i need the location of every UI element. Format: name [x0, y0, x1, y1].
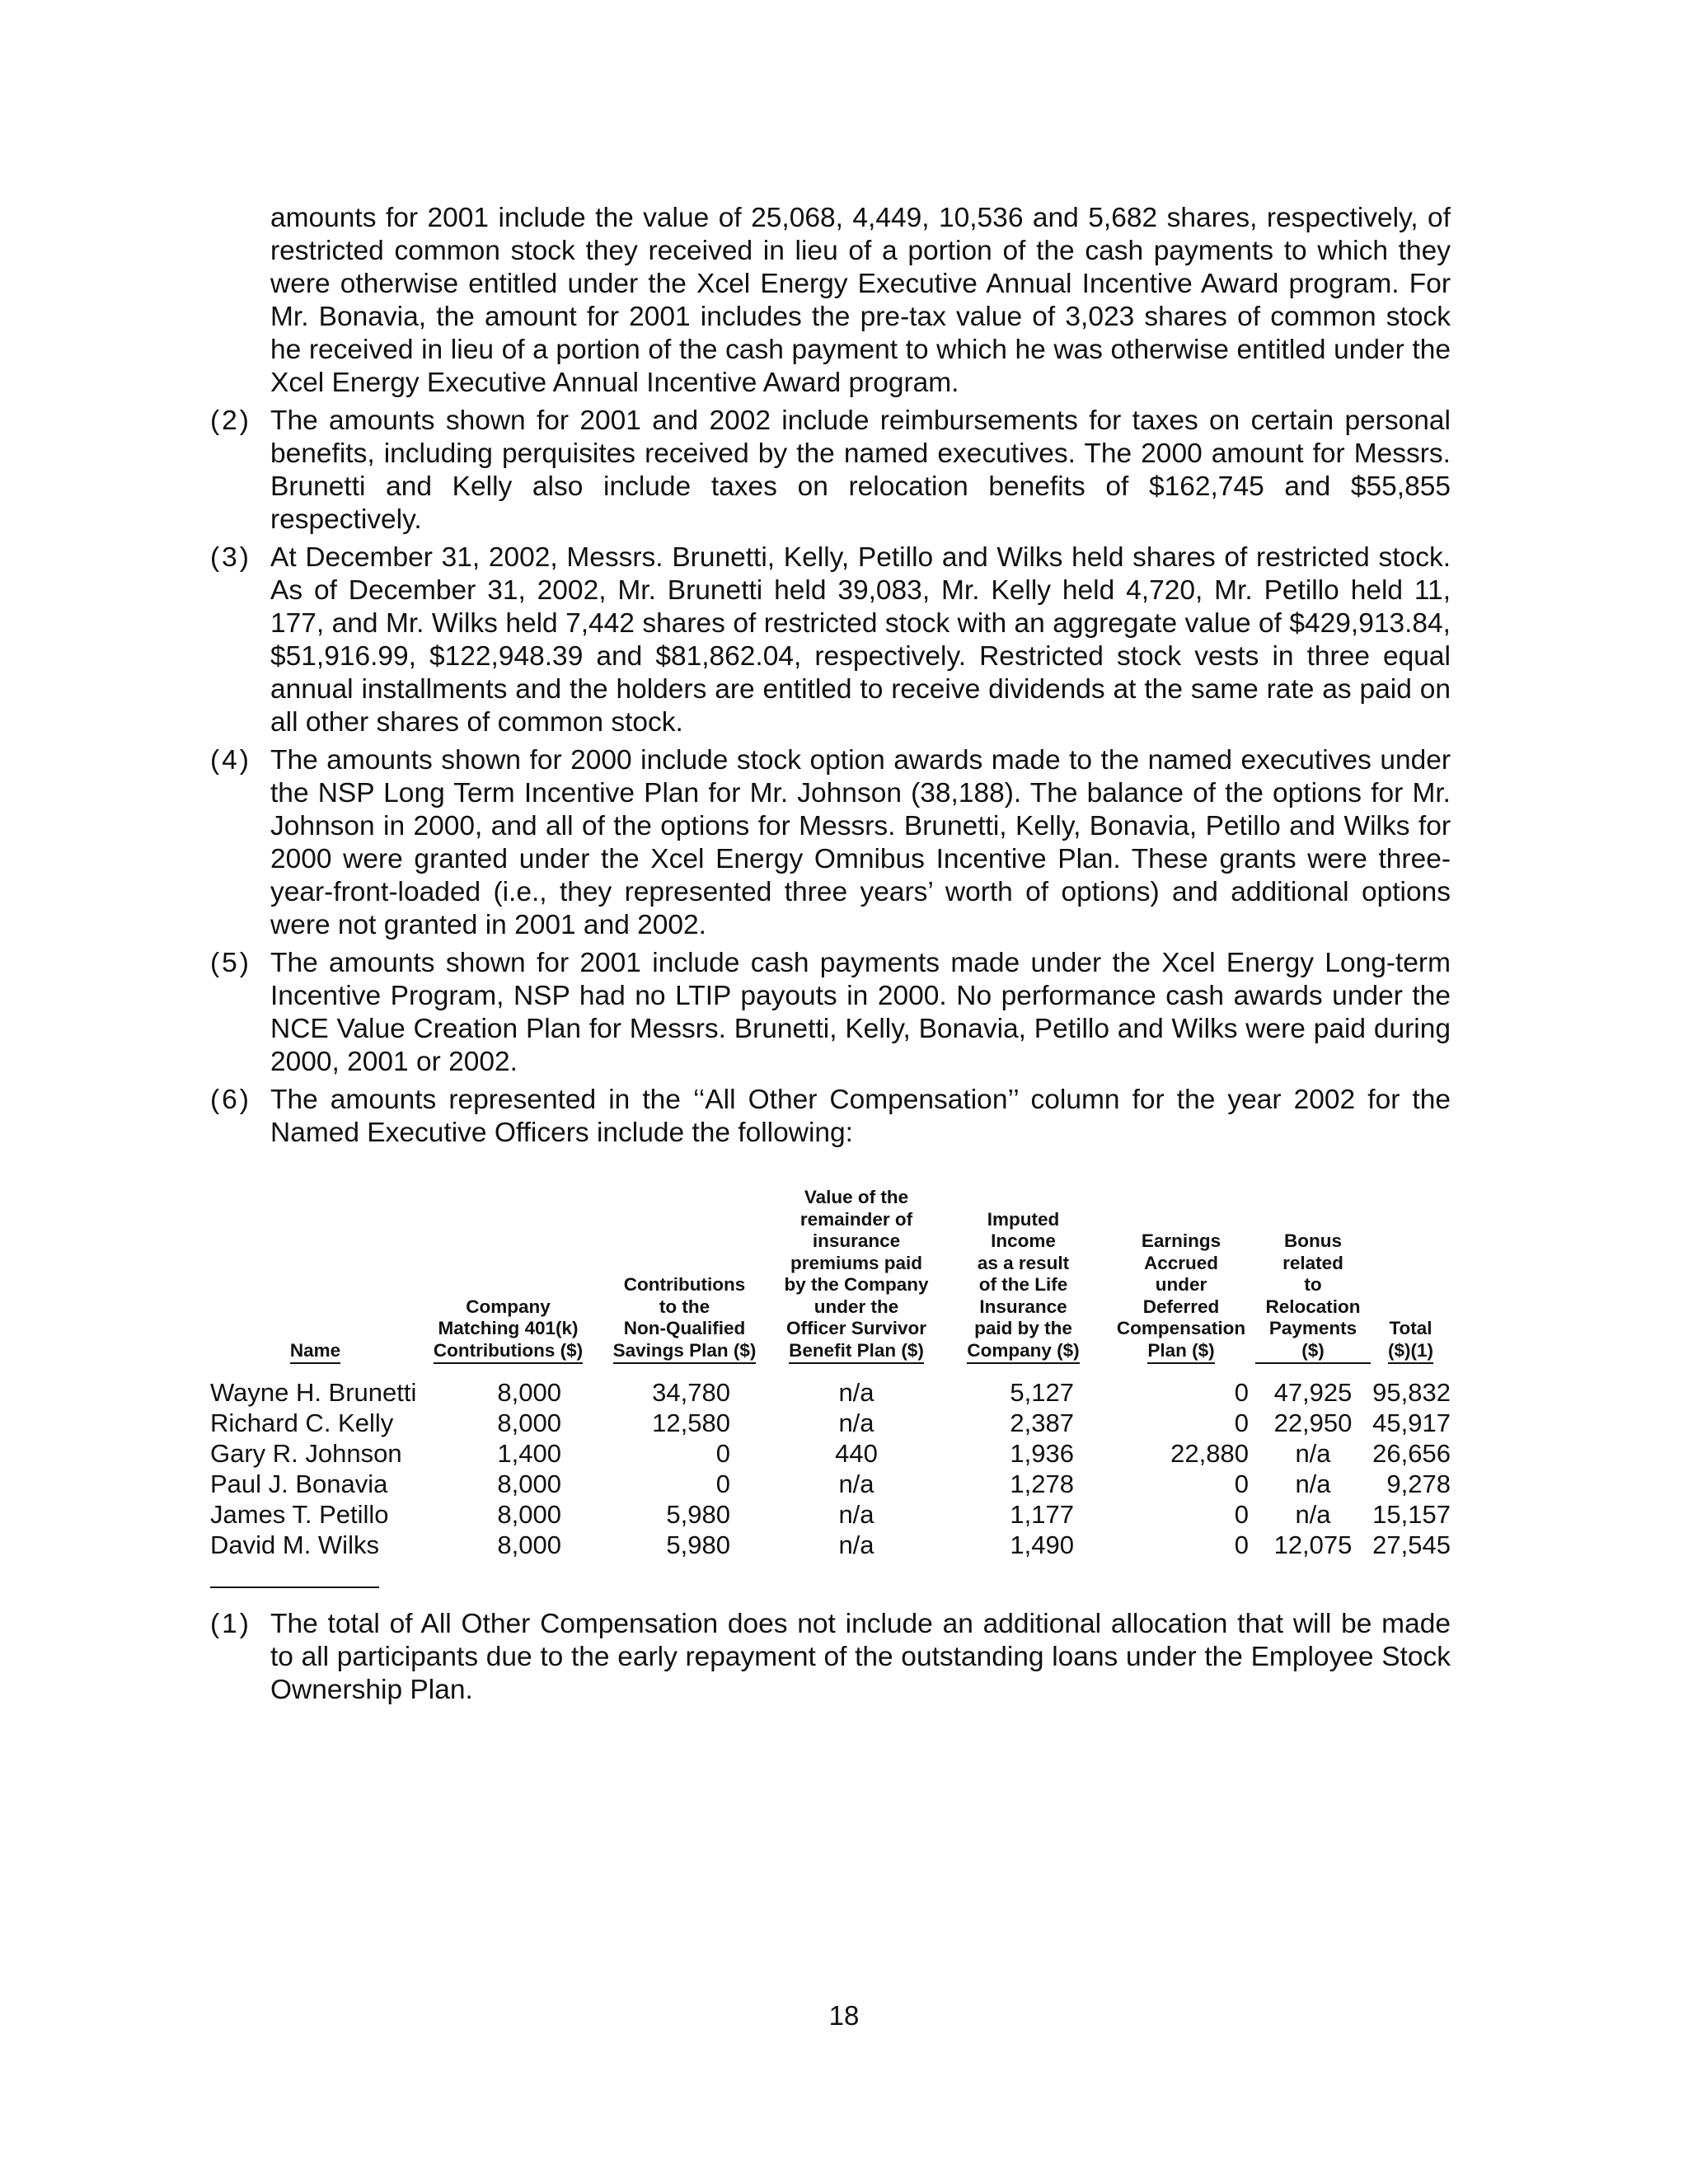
- column-header-line: of the Life: [978, 1274, 1068, 1295]
- table-body: [210, 1367, 1451, 1560]
- column-header-line: Imputed: [987, 1208, 1060, 1230]
- value-cell: 0: [715, 1469, 730, 1498]
- column-header-line: Income: [991, 1230, 1056, 1251]
- value-cell: 5,980: [666, 1500, 730, 1529]
- table-header-row: [210, 1187, 1451, 1367]
- column-header-line: Deferred: [1142, 1296, 1220, 1317]
- value-cell: 22,880: [1170, 1439, 1249, 1468]
- column-header-line: Plan ($): [1147, 1340, 1214, 1365]
- column-header-line: premiums paid: [790, 1252, 923, 1273]
- value-cell: n/a: [1295, 1469, 1331, 1498]
- value-cell: n/a: [1295, 1500, 1331, 1529]
- footnote-list: [210, 405, 1451, 1150]
- column-header-line: Bonus related: [1282, 1230, 1343, 1273]
- value-cell: 0: [1234, 1378, 1249, 1407]
- value-cell: 9,278: [1386, 1469, 1451, 1498]
- value-cell: n/a: [838, 1408, 874, 1437]
- footnote-item: [210, 1084, 1451, 1150]
- value-cell: n/a: [838, 1378, 874, 1407]
- other-compensation-table: [210, 1187, 1451, 1560]
- executive-name-cell: David M. Wilks: [210, 1530, 379, 1559]
- column-header-line: Company: [466, 1296, 551, 1317]
- table-footnote-number: (1): [210, 1609, 251, 1639]
- column-header-line: Earnings: [1141, 1230, 1221, 1251]
- table-row: [210, 1530, 1451, 1560]
- column-header-line: paid by the: [974, 1318, 1072, 1338]
- value-cell: 26,656: [1372, 1439, 1451, 1468]
- value-cell: 8,000: [497, 1500, 561, 1529]
- value-cell: 8,000: [497, 1408, 561, 1437]
- value-cell: 440: [835, 1439, 878, 1468]
- value-cell: 5,980: [666, 1530, 730, 1559]
- executive-name-cell: Gary R. Johnson: [210, 1439, 402, 1468]
- footnotes-section: [210, 202, 1451, 1150]
- footnote-text: At December 31, 2002, Messrs. Brunetti, Kelly, Petillo and Wilks held shares of restricted stock. As of December 31, 2002, Mr. Brunetti held 39,083, Mr. Kelly held 4,720, Mr. Petillo held 11, 177, and Mr. Wilks held 7,442 shares of restricted stock with an aggregate value of $429,913.84, $51,916.99, $122,948.39 and $81,862.04, respectively. Restricted stock vests in three equal annual installments and the holders are entitled to receive dividends at the same rate as paid on all other shares of common stock.: [270, 542, 1451, 738]
- value-cell: 1,278: [1010, 1469, 1074, 1498]
- footnote-text: The amounts shown for 2001 include cash payments made under the Xcel Energy Long-term Incentive Program, NSP had no LTIP payouts in 2000. No performance cash awards under the NCE Value Creation Plan for Messrs. Brunetti, Kelly, Bonavia, Petillo and Wilks were paid during 2000, 2001 or 2002.: [270, 948, 1451, 1077]
- footnote-item: [210, 541, 1451, 739]
- value-cell: n/a: [838, 1530, 874, 1559]
- executive-name-cell: Wayne H. Brunetti: [210, 1378, 417, 1407]
- value-cell: 95,832: [1372, 1378, 1451, 1407]
- footnote-text: The amounts shown for 2001 and 2002 include reimbursements for taxes on certain personal benefits, including perquisites received by the named executives. The 2000 amount for Messrs. Brunetti and Kelly also include taxes on relocation benefits of $162,745 and $55,855 respectively.: [270, 405, 1451, 535]
- table-row: [210, 1408, 1451, 1438]
- value-cell: 0: [1234, 1530, 1249, 1559]
- value-cell: 0: [715, 1439, 730, 1468]
- value-cell: 1,936: [1010, 1439, 1074, 1468]
- column-header-line: Compensation: [1116, 1318, 1246, 1338]
- value-cell: n/a: [838, 1500, 874, 1529]
- column-header-line: Matching 401(k): [438, 1318, 579, 1338]
- column-header-line: under: [1155, 1274, 1207, 1295]
- column-header-line: insurance: [812, 1230, 901, 1251]
- column-header: [596, 1187, 773, 1367]
- column-header-line: as a result: [977, 1252, 1070, 1273]
- column-header-line: Insurance: [979, 1296, 1067, 1317]
- footnote-1-continuation: amounts for 2001 include the value of 25,068, 4,449, 10,536 and 5,682 shares, respectively, of restricted common stock they received in lieu of a portion of the cash payments to which they were otherwise entitled under the Xcel Energy Executive Annual Incentive Award program. For Mr. Bonavia, the amount for 2001 includes the pre-tax value of 3,023 shares of common stock he received in lieu of a portion of the cash payment to which he was otherwise entitled under the Xcel Energy Executive Annual Incentive Award program.: [270, 203, 1451, 398]
- column-header-line: Officer Survivor: [785, 1318, 927, 1338]
- value-cell: 47,925: [1273, 1378, 1353, 1407]
- column-header: [1255, 1187, 1371, 1367]
- footnote-item: [210, 405, 1451, 537]
- column-header-line: Non-Qualified: [623, 1318, 746, 1338]
- footnote-number: (4): [210, 745, 251, 776]
- value-cell: 2,387: [1010, 1408, 1074, 1437]
- column-header-line: under the: [814, 1296, 899, 1317]
- footnote-number: (2): [210, 405, 251, 436]
- footnote-item: [210, 744, 1451, 942]
- value-cell: 22,950: [1273, 1408, 1353, 1437]
- table-footnote-text: The total of All Other Compensation does not include an additional allocation that will be made to all participants due to the early repayment of the outstanding loans under the Employee Stock Ownership Plan.: [270, 1609, 1451, 1705]
- footnote-number: (6): [210, 1085, 251, 1115]
- value-cell: 45,917: [1372, 1408, 1451, 1437]
- column-header: [1107, 1187, 1255, 1367]
- column-header-line: to Relocation: [1265, 1274, 1361, 1317]
- footnote-number: (3): [210, 542, 251, 573]
- column-header-line: by the Company: [784, 1274, 929, 1295]
- value-cell: 1,400: [497, 1439, 561, 1468]
- page-number: 18: [828, 2000, 860, 2031]
- column-header-line: Accrued: [1143, 1252, 1219, 1273]
- column-header-line: Benefit Plan ($): [789, 1340, 924, 1365]
- column-header-line: Name: [290, 1340, 340, 1365]
- value-cell: 8,000: [497, 1378, 561, 1407]
- footnote-divider: [210, 1586, 379, 1588]
- column-header-line: Contributions: [623, 1274, 746, 1295]
- column-header-line: Contributions ($): [434, 1340, 583, 1365]
- executive-name-cell: James T. Petillo: [210, 1500, 389, 1529]
- value-cell: 12,580: [652, 1408, 730, 1437]
- value-cell: 1,177: [1010, 1500, 1074, 1529]
- column-header: [1371, 1187, 1451, 1367]
- value-cell: 27,545: [1372, 1530, 1451, 1559]
- value-cell: 0: [1234, 1500, 1249, 1529]
- value-cell: 15,157: [1372, 1500, 1451, 1529]
- table-row: [210, 1367, 1451, 1408]
- value-cell: 8,000: [497, 1530, 561, 1559]
- column-header: [940, 1187, 1107, 1367]
- table-row: [210, 1469, 1451, 1499]
- table-row: [210, 1499, 1451, 1530]
- column-header-line: to the: [659, 1296, 710, 1317]
- column-header: [773, 1187, 940, 1367]
- footnote-text: The amounts shown for 2000 include stock option awards made to the named executives under the NSP Long Term Incentive Plan for Mr. Johnson (38,188). The balance of the options for Mr. Johnson in 2000, and all of the options for Messrs. Brunetti, Kelly, Bonavia, Petillo and Wilks for 2000 were granted under the Xcel Energy Omnibus Incentive Plan. These grants were three-year-front-loaded (i.e., they represented three years’ worth of options) and additional options were not granted in 2001 and 2002.: [270, 745, 1451, 940]
- column-header-line: remainder of: [799, 1208, 913, 1230]
- value-cell: n/a: [1295, 1439, 1331, 1468]
- column-header-line: Savings Plan ($): [613, 1340, 757, 1365]
- table-footnote: [210, 1608, 1451, 1707]
- value-cell: 12,075: [1273, 1530, 1353, 1559]
- executive-name-cell: Paul J. Bonavia: [210, 1469, 388, 1498]
- value-cell: 34,780: [652, 1378, 730, 1407]
- column-header: [210, 1187, 420, 1367]
- footnote-item: [210, 947, 1451, 1079]
- value-cell: 0: [1234, 1408, 1249, 1437]
- executive-name-cell: Richard C. Kelly: [210, 1408, 394, 1437]
- column-header-line: Total: [1389, 1318, 1432, 1338]
- column-header-line: Value of the: [804, 1187, 909, 1207]
- value-cell: 5,127: [1010, 1378, 1074, 1407]
- value-cell: 0: [1234, 1469, 1249, 1498]
- column-header: [420, 1187, 596, 1367]
- footnote-text: The amounts represented in the ‘‘All Other Compensation’’ column for the year 2002 for the Named Executive Officers include the following:: [270, 1085, 1451, 1148]
- column-header-line: Payments ($): [1255, 1318, 1371, 1364]
- footnote-number: (5): [210, 948, 251, 978]
- table-row: [210, 1438, 1451, 1469]
- column-header-line: ($)(1): [1388, 1340, 1433, 1365]
- column-header-line: Company ($): [967, 1340, 1079, 1365]
- value-cell: 8,000: [497, 1469, 561, 1498]
- value-cell: n/a: [838, 1469, 874, 1498]
- value-cell: 1,490: [1010, 1530, 1074, 1559]
